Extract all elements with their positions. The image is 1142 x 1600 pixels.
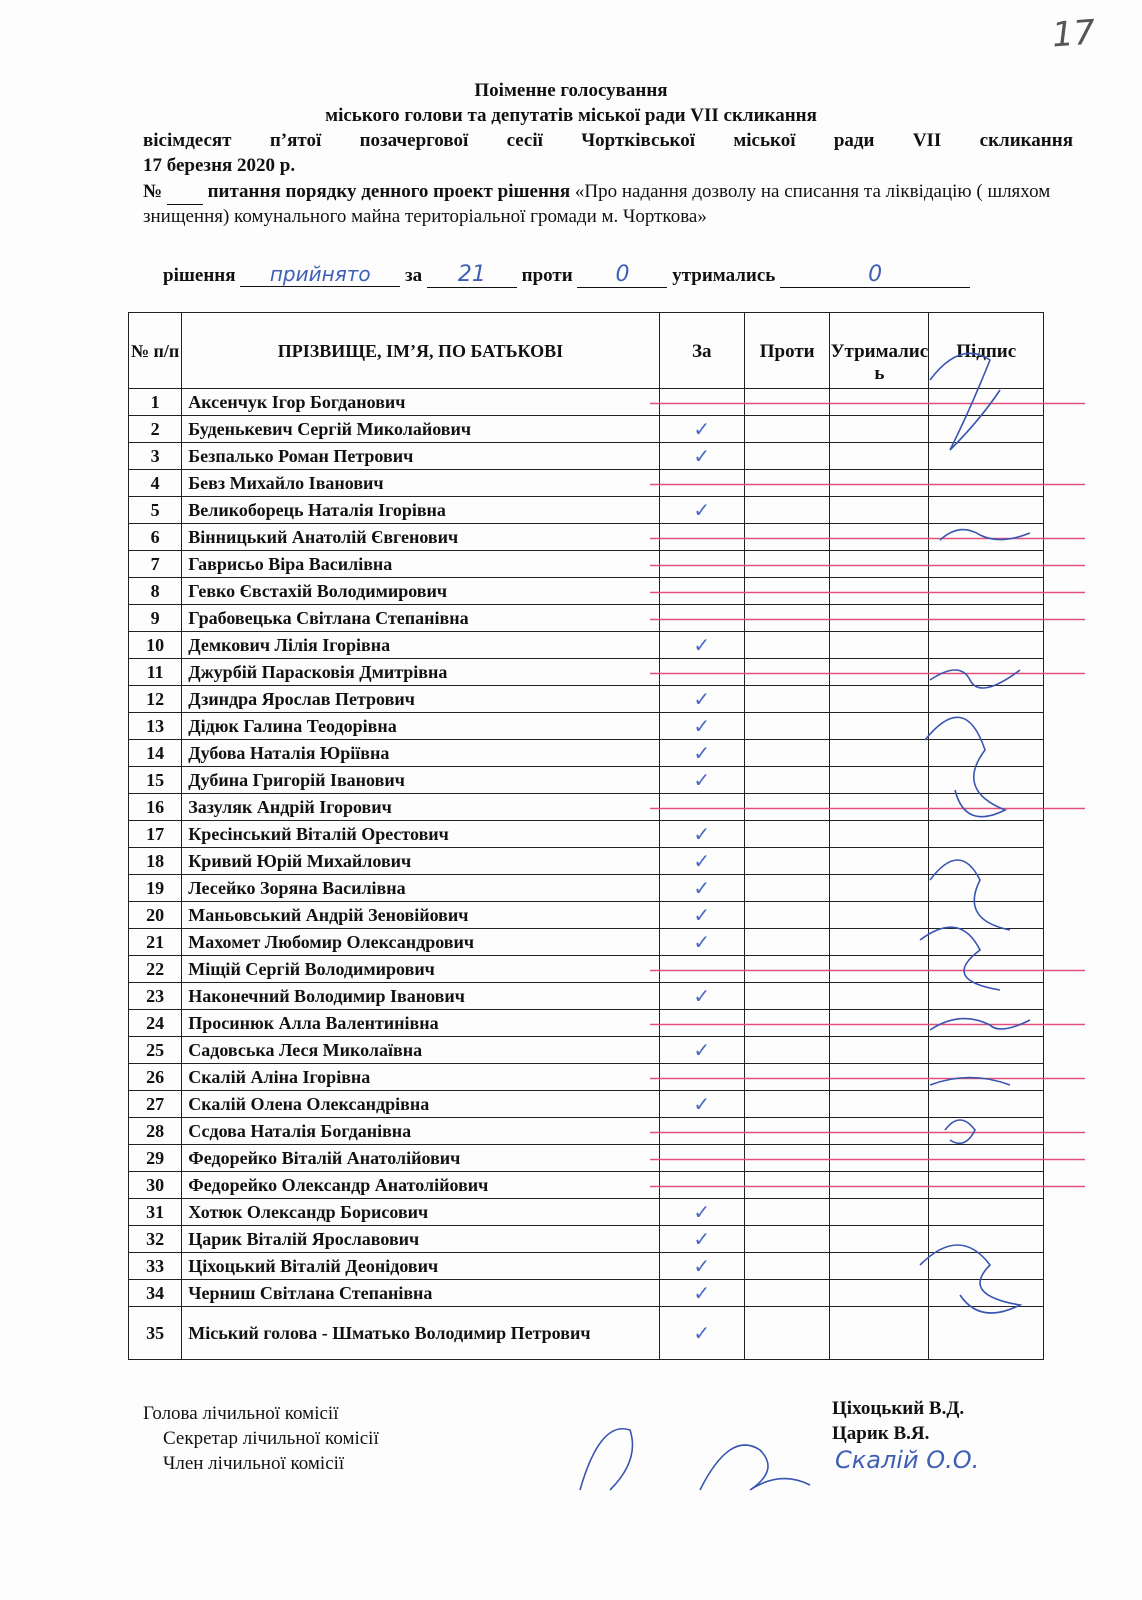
secretary-signature — [700, 1445, 810, 1490]
col-name-header: ПРІЗВИЩЕ, ІМ’Я, ПО БАТЬКОВІ — [182, 313, 659, 389]
row-vote-for: ✓ — [659, 1253, 744, 1280]
row-number: 6 — [129, 524, 182, 551]
col-abstain-header: Утрималис ь — [830, 313, 929, 389]
row-number: 27 — [129, 1091, 182, 1118]
signature-19-21 — [920, 927, 1000, 990]
row-name: Дубина Григорій Іванович — [182, 767, 659, 794]
decision-label: рішення — [163, 265, 236, 286]
row-number: 22 — [129, 956, 182, 983]
document-title: Поіменне голосування — [474, 80, 668, 101]
row-name: Вінницький Анатолій Євгенович — [182, 524, 659, 551]
row-name: Дідюк Галина Теодорівна — [182, 713, 659, 740]
row-name: Маньовський Андрій Зеновійович — [182, 902, 659, 929]
row-number: 13 — [129, 713, 182, 740]
row-name: Махомет Любомир Олександрович — [182, 929, 659, 956]
row-number: 35 — [129, 1307, 182, 1360]
row-number: 14 — [129, 740, 182, 767]
row-name: Безпалько Роман Петрович — [182, 443, 659, 470]
row-name: Хотюк Олександр Борисович — [182, 1199, 659, 1226]
session-word: скликання — [979, 130, 1073, 151]
signature-27 — [945, 1120, 975, 1143]
row-name: Просинюк Алла Валентинівна — [182, 1010, 659, 1037]
row-vote-for: ✓ — [659, 686, 744, 713]
topic-text: «Про надання дозволу на списання та ліквідацію ( шляхом знищення) комунального майна територіальної громади м. Чорткова» — [143, 181, 1051, 227]
row-vote-for: ✓ — [659, 713, 744, 740]
row-number: 34 — [129, 1280, 182, 1307]
member-label: Член лічильної комісії — [163, 1453, 345, 1474]
session-word: позачергової — [359, 130, 469, 151]
decision-result: прийнято — [240, 262, 400, 287]
chair-label: Голова лічильної комісії — [143, 1403, 339, 1424]
row-name: Демкович Лілія Ігорівна — [182, 632, 659, 659]
row-name: Ціхоцький Віталій Деонідович — [182, 1253, 659, 1280]
col-signature-header: Підпис — [929, 313, 1044, 389]
row-number: 18 — [129, 848, 182, 875]
row-number: 12 — [129, 686, 182, 713]
row-number: 9 — [129, 605, 182, 632]
document-subtitle: міського голови та депутатів міської ради VII скликання — [325, 105, 817, 126]
row-number: 17 — [129, 821, 182, 848]
session-word: п’ятої — [269, 130, 322, 151]
against-label: проти — [521, 265, 573, 286]
signature-1 — [930, 353, 1000, 450]
row-vote-for: ✓ — [659, 443, 744, 470]
row-number: 5 — [129, 497, 182, 524]
row-name: Федорейко Віталій Анатолійович — [182, 1145, 659, 1172]
row-number: 19 — [129, 875, 182, 902]
row-name: Буденькевич Сергій Миколайович — [182, 416, 659, 443]
row-name: Скалій Аліна Ігорівна — [182, 1064, 659, 1091]
row-vote-for: ✓ — [659, 1280, 744, 1307]
session-word: ради — [833, 130, 875, 151]
for-value: 21 — [427, 262, 517, 288]
row-name: Зазуляк Андрій Ігорович — [182, 794, 659, 821]
row-name: Наконечний Володимир Іванович — [182, 983, 659, 1010]
session-word: міської — [733, 130, 796, 151]
row-name: Ссдова Наталія Богданівна — [182, 1118, 659, 1145]
row-name: Дубова Наталія Юріївна — [182, 740, 659, 767]
row-number: 8 — [129, 578, 182, 605]
row-vote-for: ✓ — [659, 1199, 744, 1226]
row-number: 26 — [129, 1064, 182, 1091]
session-word: Чортківської — [581, 130, 695, 151]
session-date: 17 березня 2020 р. — [143, 155, 296, 176]
row-name: Бевз Михайло Іванович — [182, 470, 659, 497]
row-vote-for: ✓ — [659, 1091, 744, 1118]
row-number: 32 — [129, 1226, 182, 1253]
chair-signature — [580, 1429, 633, 1490]
row-name: Федорейко Олександр Анатолійович — [182, 1172, 659, 1199]
row-vote-for: ✓ — [659, 821, 744, 848]
row-vote-for: ✓ — [659, 1307, 744, 1360]
row-name: Грабовецька Світлана Степанівна — [182, 605, 659, 632]
row-name: Гаврисьо Віра Василівна — [182, 551, 659, 578]
row-name: Великоборець Наталія Ігорівна — [182, 497, 659, 524]
row-number: 28 — [129, 1118, 182, 1145]
signature-scribbles — [580, 353, 1030, 1490]
row-number: 16 — [129, 794, 182, 821]
chair-name: Ціхоцький В.Д. — [832, 1398, 965, 1419]
topic-number-label: № — [143, 181, 163, 202]
row-name: Кресінський Віталій Орестович — [182, 821, 659, 848]
row-vote-for: ✓ — [659, 875, 744, 902]
signature-10 — [930, 670, 1020, 688]
row-number: 7 — [129, 551, 182, 578]
row-name: Дзиндра Ярослав Петрович — [182, 686, 659, 713]
row-number: 25 — [129, 1037, 182, 1064]
col-for-header: За — [659, 313, 744, 389]
secretary-label: Секретар лічильної комісії — [163, 1428, 379, 1449]
signature-31-35 — [920, 1245, 1020, 1313]
row-vote-for: ✓ — [659, 416, 744, 443]
secretary-name: Царик В.Я. — [832, 1423, 930, 1444]
topic-bold: питання порядку денного проект рішення — [207, 181, 571, 202]
row-number: 21 — [129, 929, 182, 956]
row-number: 23 — [129, 983, 182, 1010]
row-vote-for: ✓ — [659, 1226, 744, 1253]
page-number: 17 — [1050, 12, 1097, 56]
row-number: 24 — [129, 1010, 182, 1037]
row-name: Міщій Сергій Володимирович — [182, 956, 659, 983]
row-number: 30 — [129, 1172, 182, 1199]
row-name: Міський голова - Шматько Володимир Петрович — [182, 1307, 659, 1360]
col-against-header: Проти — [744, 313, 829, 389]
abstain-label: утримались — [672, 265, 776, 286]
row-name: Черниш Світлана Степанівна — [182, 1280, 659, 1307]
row-vote-for: ✓ — [659, 1037, 744, 1064]
row-number: 33 — [129, 1253, 182, 1280]
row-vote-for: ✓ — [659, 497, 744, 524]
row-name: Аксенчук Ігор Богданович — [182, 389, 659, 416]
row-vote-for: ✓ — [659, 902, 744, 929]
row-name: Джурбій Парасковія Дмитрівна — [182, 659, 659, 686]
row-vote-for: ✓ — [659, 632, 744, 659]
row-vote-for: ✓ — [659, 767, 744, 794]
member-name: Скалій О.О. — [835, 1446, 980, 1474]
row-number: 3 — [129, 443, 182, 470]
row-name: Лесейко Зоряна Василівна — [182, 875, 659, 902]
row-number: 15 — [129, 767, 182, 794]
row-number: 1 — [129, 389, 182, 416]
abstain-value: 0 — [780, 262, 970, 288]
col-num-header: № п/п — [129, 313, 182, 389]
signature-12-15 — [925, 717, 1005, 816]
row-vote-for: ✓ — [659, 929, 744, 956]
row-name: Царик Віталій Ярославович — [182, 1226, 659, 1253]
row-number: 10 — [129, 632, 182, 659]
session-word: вісімдесят — [143, 130, 232, 151]
row-vote-for: ✓ — [659, 848, 744, 875]
row-number: 31 — [129, 1199, 182, 1226]
against-value: 0 — [577, 262, 667, 288]
row-number: 4 — [129, 470, 182, 497]
signature-17-18 — [930, 860, 1010, 930]
session-word: VII — [912, 130, 942, 151]
row-name: Кривий Юрій Михайлович — [182, 848, 659, 875]
row-name: Гевко Євстахій Володимирович — [182, 578, 659, 605]
session-word: сесії — [506, 130, 543, 151]
row-number: 20 — [129, 902, 182, 929]
row-name: Садовська Леся Миколаївна — [182, 1037, 659, 1064]
row-number: 29 — [129, 1145, 182, 1172]
row-number: 11 — [129, 659, 182, 686]
row-name: Скалій Олена Олександрівна — [182, 1091, 659, 1118]
row-number: 2 — [129, 416, 182, 443]
for-label: за — [405, 265, 423, 286]
row-vote-for: ✓ — [659, 740, 744, 767]
row-vote-for: ✓ — [659, 983, 744, 1010]
